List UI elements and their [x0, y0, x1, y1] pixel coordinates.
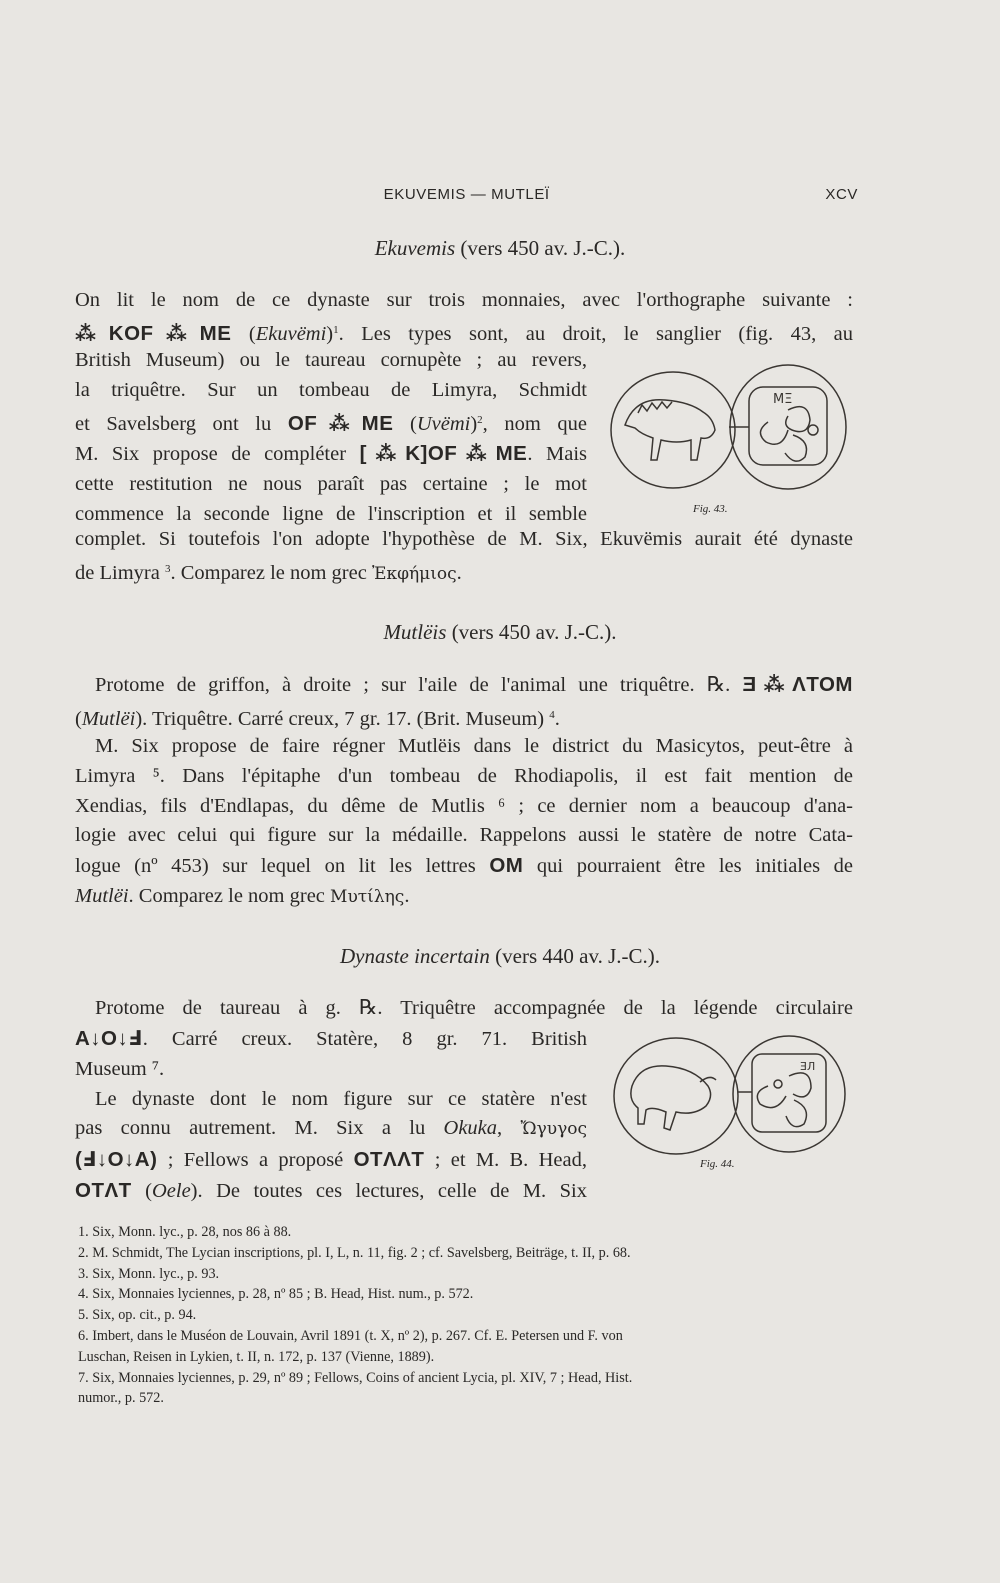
text-line: Protome de taureau à g. ℞. Triquêtre accompagnée de la légende circulaire [95, 997, 853, 1019]
text-line: Xendias, fils d'Endlapas, du dême de Mutlis ⁶ ; ce dernier nom a beaucoup d'ana- [75, 794, 853, 817]
section-title-ekuvemis: Ekuvemis (vers 450 av. J.-C.). [374, 236, 626, 260]
text-line: de Limyra $^3$. Comparez le nom grec Ἐκφήμιος. [75, 561, 462, 584]
text-line: logie avec celui qui figure sur la médaille. Rappelons aussi le statère de notre Cata- [75, 824, 853, 847]
lycian-legend: Ǝ⁂ΛTOM [742, 673, 854, 696]
footnote-ref: 1 [333, 323, 339, 336]
section-title-mutleis: Mutlëis (vers 450 av. J.-C.). [383, 620, 617, 644]
figure-caption: Fig. 44. [700, 1158, 735, 1170]
text-line: commence la seconde ligne de l'inscription et il semble [75, 502, 587, 525]
text-line: (Mutlëi). Triquêtre. Carré creux, 7 gr. 17. (Brit. Museum) $^4$. [75, 707, 560, 730]
footnote-ref: 2 [477, 413, 483, 426]
footnote: 3. Six, Monn. lyc., p. 93. [78, 1265, 220, 1282]
boar-icon [625, 400, 715, 460]
footnote: numor., p. 572. [78, 1390, 164, 1407]
figure-44-coin [604, 1024, 854, 1169]
bull-icon [631, 1066, 711, 1130]
paragraph-mutleis-description [75, 670, 853, 735]
text-line: et Savelsberg ont lu OF⁂ME (Uvëmi)$^2$, nom que [75, 411, 587, 435]
text-line: On lit le nom de ce dynaste sur trois monnaies, avec l'orthographe suivante : [75, 289, 853, 311]
text-line: complet. Si toutefois l'on adopte l'hypothèse de M. Six, Ekuvëmis aurait été dynaste [75, 528, 853, 550]
lycian-legend: OTΛΛT [353, 1148, 425, 1172]
greek-word: Μυτίλης [330, 886, 405, 907]
text-line: Protome de griffon, à droite ; sur l'aile de l'animal une triquêtre. ℞. Ǝ⁂ΛTOM [95, 673, 854, 696]
section-title-dynaste-incertain: Dynaste incertain (vers 440 av. J.-C.). [340, 944, 660, 968]
text-line: A↓O↓Ⅎ. Carré creux. Statère, 8 gr. 71. British [75, 1027, 587, 1050]
paragraph-ekuvemis-wrapped [75, 346, 587, 530]
coin-illustration-43 [603, 355, 853, 505]
text-line: la triquêtre. Sur un tombeau de Limyra, Schmidt [75, 378, 587, 401]
text-line: pas connu autrement. M. Six a lu Okuka, Ὤγυγος [75, 1117, 587, 1140]
lycian-legend: (Ⅎ↓O↓A) [75, 1148, 158, 1172]
text-line: ⁂KOF⁂ME (Ekuvëmi)$^1$. Les types sont, au droit, le sanglier (fig. 43, au [75, 321, 853, 345]
text-line: M. Six propose de compléter [⁂K]OF⁂ME. Mais [75, 442, 587, 466]
lycian-legend: [⁂K]OF⁂ME [359, 442, 528, 466]
footnote: 6. Imbert, dans le Muséon de Louvain, Avril 1891 (t. X, nº 2), p. 267. Cf. E. Petersen und F. von [78, 1327, 623, 1344]
paragraph-dynaste-description [75, 994, 853, 1024]
greek-word: Ὤγυγος [520, 1119, 587, 1140]
lycian-legend: ⁂KOF⁂ME [75, 321, 232, 345]
footnote: 7. Six, Monnaies lyciennes, p. 29, nº 89 ; Fellows, Coins of ancient Lycia, pl. XIV, 7 ; Head, Hist. [78, 1369, 633, 1386]
paragraph-mutleis-discussion [75, 732, 853, 913]
footnote: 4. Six, Monnaies lyciennes, p. 28, nº 85 ; B. Head, Hist. num., p. 572. [78, 1286, 474, 1303]
footnote-ref: 3 [164, 562, 171, 575]
lycian-legend: OF⁂ME [287, 411, 394, 435]
footnote-ref: 4 [549, 708, 555, 721]
footnotes [78, 1222, 858, 1409]
lycian-legend: A↓O↓Ⅎ [75, 1027, 143, 1050]
text-line: (Ⅎ↓O↓A) ; Fellows a proposé OTΛΛT ; et M. B. Head, [75, 1148, 587, 1172]
lycian-legend: OM [489, 854, 524, 878]
footnote: 1. Six, Monn. lyc., p. 28, nos 86 à 88. [78, 1224, 292, 1240]
page-number: XCV [825, 186, 858, 203]
paragraph-ekuvemis [75, 286, 853, 350]
footnote: 5. Six, op. cit., p. 94. [78, 1307, 197, 1324]
footnote: 2. M. Schmidt, The Lycian inscriptions, pl. I, L, n. 11, fig. 2 ; cf. Savelsberg, Beiträge, t. II, p. 68. [78, 1244, 631, 1261]
coin-illustration-44 [604, 1024, 854, 1164]
text-line: Mutlëi. Comparez le nom grec Μυτίλης. [75, 884, 410, 907]
text-line: cette restitution ne nous paraît pas certaine ; le mot [75, 473, 587, 496]
paragraph-ekuvemis-end [75, 525, 853, 590]
running-header [68, 186, 858, 203]
running-title: EKUVEMIS — MUTLEÏ [383, 186, 550, 203]
text-line: Limyra ⁵. Dans l'épitaphe d'un tombeau de Rhodiapolis, il est fait mention de [75, 764, 853, 787]
text-line: logue (nº 453) sur lequel on lit les lettres OM qui pourraient être les initiales de [75, 854, 853, 878]
figure-43-coin [603, 355, 853, 515]
svg-text:ΜΞ: ΜΞ [773, 392, 793, 407]
figure-caption: Fig. 43. [693, 503, 728, 515]
footnote: Luschan, Reisen in Lykien, t. II, n. 172, p. 137 (Vienne, 1889). [78, 1348, 435, 1365]
obverse-coin [611, 372, 735, 488]
text-line: M. Six propose de faire régner Mutlëis dans le district du Masicytos, peut-être à [95, 735, 853, 757]
obverse-coin [614, 1038, 738, 1154]
text-line: Museum ⁷. [75, 1057, 165, 1080]
text-line: OTΛT (Oele). De toutes ces lectures, celle de M. Six [75, 1178, 587, 1202]
svg-text:ƎЛ: ƎЛ [800, 1060, 816, 1073]
greek-word: Ἐκφήμιος [371, 563, 457, 584]
text-line: British Museum) ou le taureau cornupète ; au revers, [75, 349, 587, 371]
paragraph-dynaste-wrapped [75, 1024, 587, 1207]
text-line: Le dynaste dont le nom figure sur ce statère n'est [95, 1087, 587, 1110]
lycian-legend: OTΛT [75, 1178, 132, 1202]
